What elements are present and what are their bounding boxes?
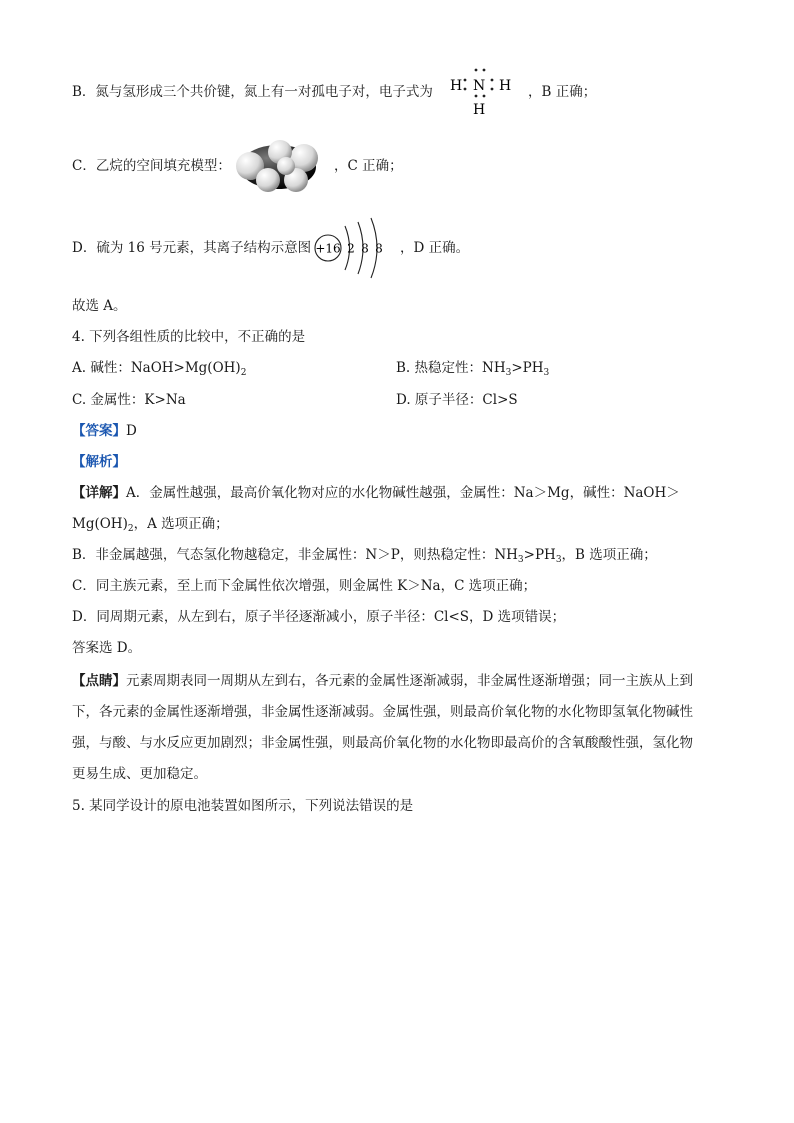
detail-b-pre: B．非金属越强，气态氢化物越稳定，非金属性：N＞P，则热稳定性：NH	[72, 547, 518, 563]
detail-d-line: D．同周期元素，从左到右，原子半径逐渐减小，原子半径：Cl<S，D 选项错误；	[72, 609, 566, 625]
option-b-tail: ，B 正确；	[528, 84, 597, 100]
analysis-tag: 【解析】	[72, 454, 126, 470]
answer-choose-line: 答案选 D。	[72, 640, 142, 656]
answer-tag: 【答案】	[72, 423, 126, 439]
sulfide-ion-structure-diagram	[312, 214, 396, 282]
q4-option-a	[72, 358, 246, 383]
option-b-explanation	[72, 82, 433, 102]
ammonia-electron-formula	[448, 66, 518, 118]
q4-option-b-sub2: 3	[543, 368, 550, 378]
option-d-text: D．硫为 16 号元素，其离子结构示意图	[72, 240, 312, 256]
detail-a2-post: ，A 选项正确；	[133, 516, 229, 532]
q4-option-b	[396, 358, 549, 383]
option-b-text: B．氮与氢形成三个共价键，氮上有一对孤电子对，电子式为	[72, 84, 433, 100]
question-5-stem: 5. 某同学设计的原电池装置如图所示，下列说法错误的是	[72, 798, 414, 814]
h-left: H	[450, 78, 463, 94]
detail-tag: 【详解】	[72, 485, 126, 501]
ethane-model-graphic	[234, 136, 326, 196]
nucleus-charge: +16	[315, 241, 341, 256]
point-line-3: 强，与酸、与水反应更加剧烈；非金属性强，则最高价氧化物的水化物即最高价的含氧酸酸性强，氢化物	[72, 735, 693, 751]
detail-b-sub2: 3	[555, 555, 562, 565]
shell-2-electrons: 8	[361, 241, 369, 256]
question-4-stem: 4. 下列各组性质的比较中，不正确的是	[72, 329, 306, 345]
detail-a2-sub: 2	[127, 524, 134, 534]
detail-a-line-2	[72, 514, 229, 539]
n-center: N	[473, 78, 486, 94]
point-line-2: 下，各元素的金属性逐渐增强，非金属性逐渐减弱。金属性强，则最高价氧化物的水化物即氢氧化物碱性	[72, 704, 693, 720]
q4-option-a-text: A. 碱性：NaOH>Mg(OH)	[72, 360, 241, 376]
shell-1-electrons: 2	[347, 241, 355, 256]
point-text-1: 元素周期表同一周期从左到右，各元素的金属性逐渐减弱，非金属性逐渐增强；同一主族从上到	[126, 673, 693, 689]
h-right: H	[499, 78, 512, 94]
q4-option-d: D. 原子半径：Cl>S	[396, 392, 518, 408]
analysis-line	[72, 452, 126, 472]
answer-value: D	[126, 423, 137, 439]
answer-line	[72, 421, 137, 441]
h-bottom: H	[473, 102, 486, 118]
detail-b-line	[72, 545, 657, 570]
detail-c-line: C．同主族元素，至上而下金属性依次增强，则金属性 K＞Na，C 选项正确；	[72, 578, 537, 594]
ethane-space-filling-model	[234, 136, 326, 196]
q4-option-b-sub1: 3	[505, 368, 512, 378]
option-d-tail: ，D 正确。	[400, 240, 470, 256]
detail-a-line-1	[72, 483, 680, 503]
q4-option-b-pre: B. 热稳定性：NH	[396, 360, 506, 376]
electron-formula-graphic	[448, 66, 518, 118]
q4-option-c: C. 金属性：K>Na	[72, 392, 186, 408]
point-tag: 【点睛】	[72, 673, 126, 689]
detail-a2-pre: Mg(OH)	[72, 516, 128, 532]
q4-option-b-mid: >PH	[511, 360, 544, 376]
detail-b-post: ，B 选项正确；	[561, 547, 657, 563]
detail-b-mid: >PH	[523, 547, 556, 563]
ion-structure-graphic	[312, 214, 396, 282]
point-line-4: 更易生成、更加稳定。	[72, 766, 207, 782]
detail-b-sub1: 3	[517, 555, 524, 565]
detail-a-text: A．金属性越强，最高价氧化物对应的水化物碱性越强，金属性：Na＞Mg，碱性：NaOH＞	[126, 485, 680, 501]
option-c-text: C．乙烷的空间填充模型：	[72, 158, 231, 174]
option-c-tail: ，C 正确；	[334, 158, 403, 174]
point-line-1	[72, 671, 693, 691]
choose-a-line: 故选 A。	[72, 298, 127, 314]
q4-option-a-sub: 2	[240, 368, 247, 378]
shell-3-electrons: 8	[375, 241, 383, 256]
